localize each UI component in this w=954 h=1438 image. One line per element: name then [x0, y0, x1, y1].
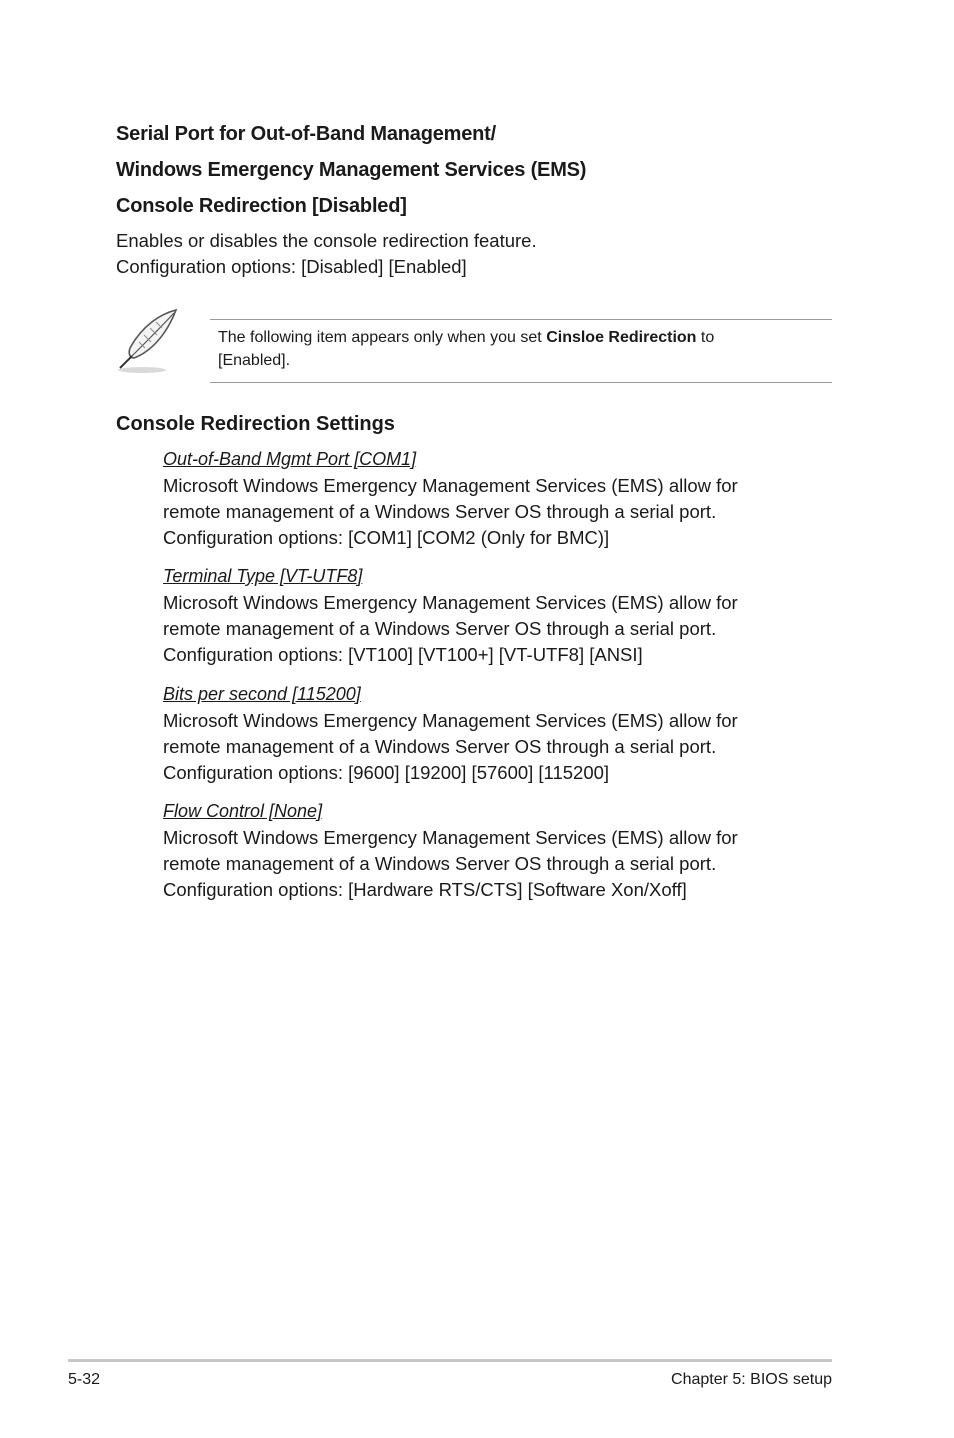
setting-item-description-line: remote management of a Windows Server OS through a serial port.	[163, 853, 717, 874]
setting-item-flow-control	[163, 799, 803, 903]
note-text-before: The following item appears only when you set	[218, 329, 547, 346]
setting-item-description-line: Configuration options: [Hardware RTS/CTS] [Software Xon/Xoff]	[163, 879, 687, 900]
setting-item-description-line: Configuration options: [VT100] [VT100+] [VT-UTF8] [ANSI]	[163, 644, 643, 665]
note-box	[210, 319, 832, 383]
section-heading-line-3: Console Redirection [Disabled]	[116, 195, 407, 217]
note-text-line-2: [Enabled].	[218, 352, 291, 369]
setting-item-description-line: Microsoft Windows Emergency Management Services (EMS) allow for	[163, 827, 738, 848]
setting-item-description-line: Configuration options: [COM1] [COM2 (Only for BMC)]	[163, 527, 610, 548]
setting-item-out-of-band-port	[163, 447, 803, 551]
feather-pen-icon	[116, 308, 180, 374]
setting-item-title: Out-of-Band Mgmt Port [COM1]	[163, 449, 417, 469]
setting-item-terminal-type	[163, 564, 803, 668]
footer-divider	[68, 1359, 832, 1362]
note-text-bold: Cinsloe Redirection	[546, 329, 697, 346]
setting-item-description-line: Microsoft Windows Emergency Management Services (EMS) allow for	[163, 592, 738, 613]
section-heading-line-1: Serial Port for Out-of-Band Management/	[116, 123, 497, 145]
section-description-line-1: Enables or disables the console redirection feature.	[116, 230, 537, 251]
setting-item-description-line: remote management of a Windows Server OS through a serial port.	[163, 501, 717, 522]
settings-title: Console Redirection Settings	[116, 413, 395, 435]
setting-item-description-line: remote management of a Windows Server OS through a serial port.	[163, 736, 717, 757]
footer-chapter-title: Chapter 5: BIOS setup	[671, 1371, 832, 1388]
setting-item-title: Flow Control [None]	[163, 801, 323, 821]
section-heading-line-2: Windows Emergency Management Services (EMS)	[116, 159, 587, 181]
setting-item-title: Terminal Type [VT-UTF8]	[163, 566, 363, 586]
setting-item-title: Bits per second [115200]	[163, 684, 361, 704]
note-callout	[116, 304, 832, 384]
setting-item-description-line: Microsoft Windows Emergency Management Services (EMS) allow for	[163, 710, 738, 731]
setting-item-description	[163, 473, 803, 551]
setting-item-description	[163, 825, 803, 903]
footer-page-number: 5-32	[68, 1371, 101, 1388]
note-text	[218, 326, 818, 372]
note-text-after: to	[696, 329, 715, 346]
setting-item-description	[163, 708, 803, 786]
setting-item-bits-per-second	[163, 682, 803, 786]
setting-item-description-line: remote management of a Windows Server OS through a serial port.	[163, 618, 717, 639]
setting-item-description	[163, 590, 803, 668]
section-description-line-2: Configuration options: [Disabled] [Enabled]	[116, 256, 467, 277]
setting-item-description-line: Configuration options: [9600] [19200] [57600] [115200]	[163, 762, 610, 783]
setting-item-description-line: Microsoft Windows Emergency Management Services (EMS) allow for	[163, 475, 738, 496]
